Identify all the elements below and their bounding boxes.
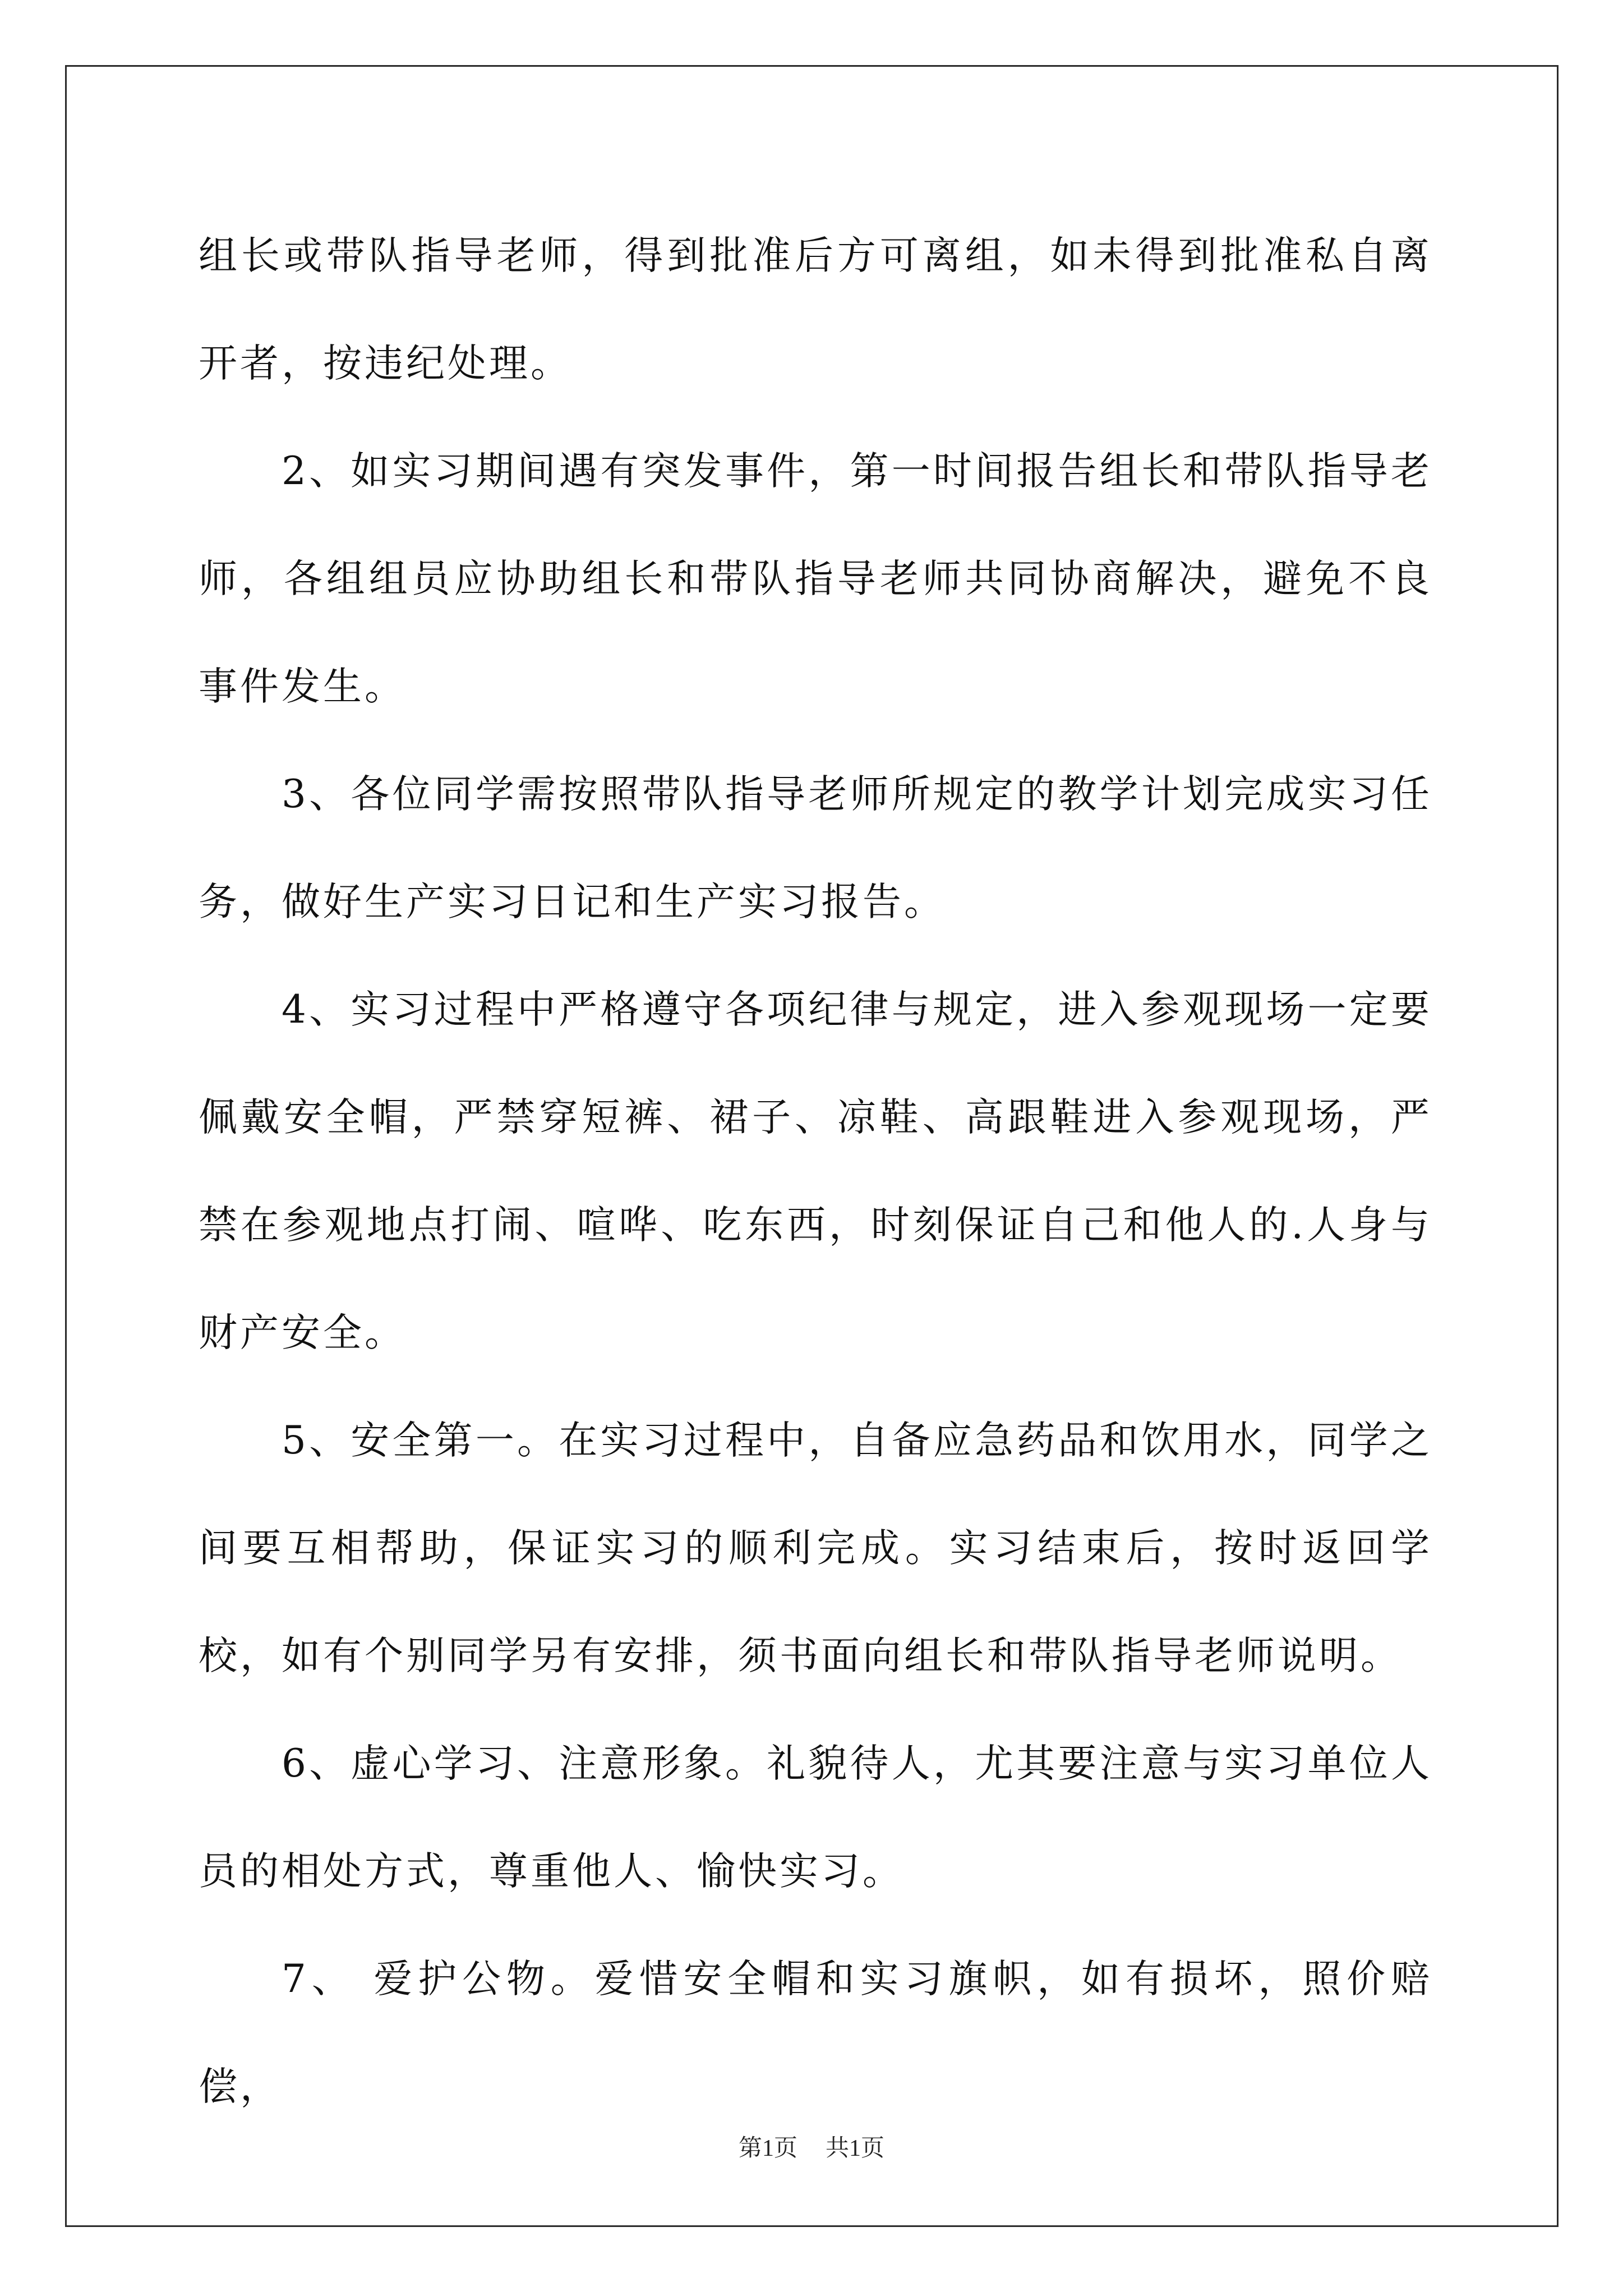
paragraph-4: 4、实习过程中严格遵守各项纪律与规定，进入参观现场一定要佩戴安全帽，严禁穿短裤、裙子、凉鞋、高跟鞋进入参观现场，严禁在参观地点打闹、喧哗、吃东西，时刻保证自己和他人的.人身与财产安全。 [199, 987, 1432, 1355]
paragraph-6: 6、虚心学习、注意形象。礼貌待人，尤其要注意与实习单位人员的相处方式，尊重他人、愉快实习。 [199, 1741, 1432, 1894]
paragraph-2: 2、如实习期间遇有突发事件，第一时间报告组长和带队指导老师，各组组员应协助组长和带队指导老师共同协商解决，避免不良事件发生。 [199, 449, 1432, 709]
page-number: 第1页 [738, 2136, 797, 2161]
document-body [199, 202, 1432, 2141]
page-total: 共1页 [826, 2136, 885, 2161]
page-footer [0, 2132, 1623, 2165]
paragraph-5: 5、安全第一。在实习过程中，自备应急药品和饮用水，同学之间要互相帮助，保证实习的顺利完成。实习结束后，按时返回学校，如有个别同学另有安排，须书面向组长和带队指导老师说明。 [199, 1418, 1432, 1678]
paragraph-7: 7、 爱护公物。爱惜安全帽和实习旗帜，如有损坏，照价赔偿， [199, 1957, 1432, 2109]
paragraph-3: 3、各位同学需按照带队指导老师所规定的教学计划完成实习任务，做好生产实习日记和生产实习报告。 [199, 772, 1432, 924]
paragraph-1: 组长或带队指导老师，得到批准后方可离组，如未得到批准私自离开者，按违纪处理。 [199, 233, 1432, 386]
